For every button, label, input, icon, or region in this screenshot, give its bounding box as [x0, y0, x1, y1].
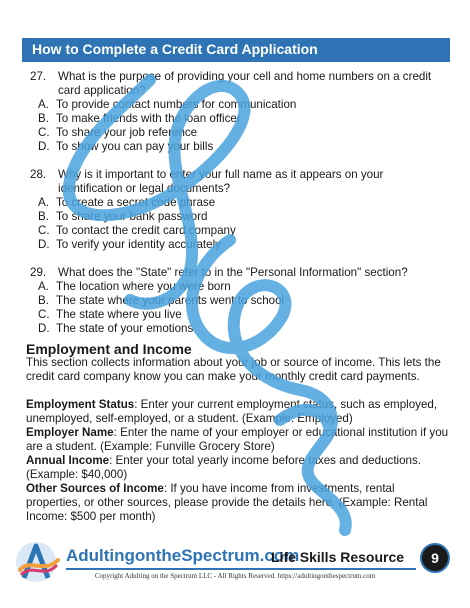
option-letter: C. [38, 308, 50, 321]
option-letter: A. [38, 98, 49, 111]
option-text: To share your bank password [56, 210, 208, 223]
question-text: What is the purpose of providing your cell and home numbers on a credit card application? [58, 70, 432, 97]
option [30, 308, 450, 322]
question-text: Why is it important to enter your full name as it appears on your identification or legal documents? [58, 168, 384, 195]
field-description [26, 426, 450, 454]
option [30, 238, 450, 252]
option [30, 140, 450, 154]
question-number: 28. [30, 168, 47, 181]
question-28 [30, 168, 450, 252]
option-letter: B. [38, 112, 49, 125]
footer-divider [66, 568, 416, 570]
option-letter: C. [38, 126, 50, 139]
option-text: To provide contact numbers for communication [56, 98, 297, 111]
option-letter: A. [38, 280, 49, 293]
field-description [26, 398, 450, 426]
option-letter: B. [38, 294, 49, 307]
option-letter: D. [38, 140, 50, 153]
field-text: : Enter your total yearly income before taxes and deductions. (Example: $40,000) [26, 454, 422, 481]
question-number: 29. [30, 266, 47, 279]
section-intro: This section collects information about your job or source of income. This lets the credit card company know you can make your monthly credit card payments. [26, 356, 441, 383]
question-27 [30, 70, 450, 154]
option-text: To make friends with the loan officer [56, 112, 241, 125]
page-number-badge: 9 [420, 543, 450, 573]
option-text: To share your job reference [56, 126, 198, 139]
field-text: : Enter the name of your employer or educational institution if you are a student. (Example: Funville Grocery Store) [26, 426, 449, 453]
page-title: How to Complete a Credit Card Application [32, 41, 318, 57]
option [30, 210, 450, 224]
field-label: Employer Name [26, 426, 114, 439]
field-text: : If you have income from investments, rental properties, or other sources, please provide the details here. (Example: Rental Income: $500 per month) [26, 482, 428, 523]
field-description [26, 482, 450, 524]
field-label: Employment Status [26, 398, 135, 411]
option-letter: D. [38, 322, 50, 335]
question-text: What does the "State" refer to in the "Personal Information" section? [58, 266, 408, 279]
option-text: The state where your parents went to school [56, 294, 285, 307]
section-heading: Employment and Income [26, 341, 192, 357]
field-label: Other Sources of Income [26, 482, 164, 495]
option-text: To create a secret code phrase [56, 196, 216, 209]
option-text: The state where you live [56, 308, 182, 321]
option-text: To show you can pay your bills [56, 140, 214, 153]
option-text: The location where you were born [56, 280, 231, 293]
field-description [26, 454, 450, 482]
option-letter: C. [38, 224, 50, 237]
option [30, 322, 450, 336]
field-label: Annual Income [26, 454, 110, 467]
option-text: The state of your emotions [56, 322, 194, 335]
option-letter: B. [38, 210, 49, 223]
option-text: To verify your identity accurately [56, 238, 221, 251]
footer-brand: AdultingontheSpectrum.com [66, 546, 300, 565]
option [30, 294, 450, 308]
header-bar [22, 38, 450, 62]
option-text: To contact the credit card company [56, 224, 236, 237]
option [30, 98, 450, 112]
option [30, 280, 450, 294]
option [30, 112, 450, 126]
footer-resource: Life Skills Resource [271, 549, 405, 565]
option-letter: A. [38, 196, 49, 209]
field-text: : Enter your current employment status, such as employed, unemployed, self-employed, or a student. (Example: Employed) [26, 398, 438, 425]
option [30, 126, 450, 140]
option [30, 224, 450, 238]
option [30, 196, 450, 210]
copyright-text: Copyright Adulting on the Spectrum LLC - All Rights Reserved. https://adultingonthespectrum.com [94, 572, 376, 580]
question-number: 27. [30, 70, 47, 83]
question-29 [30, 266, 450, 336]
option-letter: D. [38, 238, 50, 251]
content [26, 70, 450, 524]
